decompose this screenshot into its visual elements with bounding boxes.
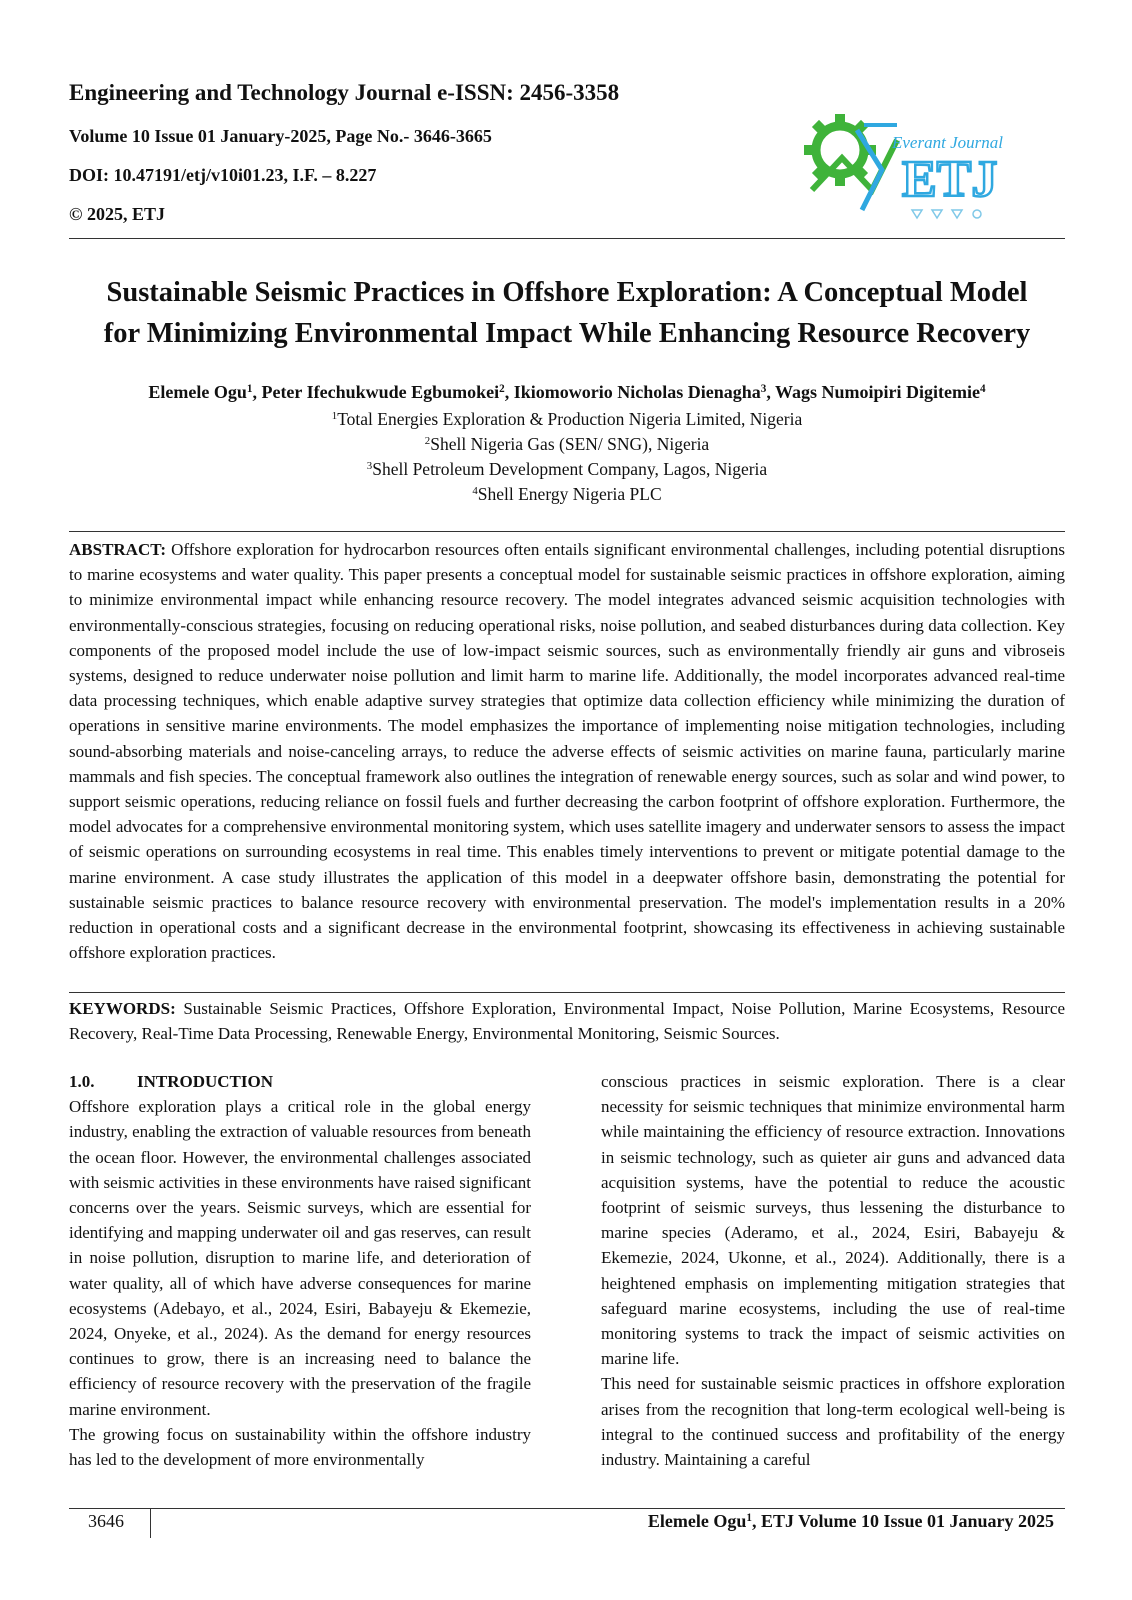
affiliation: $^4$Shell Energy Nigeria PLC [472, 484, 662, 504]
body-paragraph: conscious practices in seismic exploration. There is a clear necessity for seismic techniques that minimize environmental harm while maintaining the efficiency of resource extraction. Innovations in seismic technology, such as quieter air guns and advanced data acquisition systems, have the potential to reduce the acoustic footprint of seismic surveys, thus lessening the disturbance to marine species (Aderamo, et al., 2024, Esiri, Babayeju & Ekemezie, 2024, Ukonne, et al., 2024). Additionally, there is a heightened emphasis on implementing mitigation strategies that safeguard marine ecosystems, including the use of real-time monitoring systems to track the impact of seismic activities on marine life. [601, 1072, 1065, 1369]
keywords [69, 996, 1065, 1046]
body-paragraph: This need for sustainable seismic practices in offshore exploration arises from the recognition that long-term ecological well-being is integral to the continued success and profitability of the energy industry. Maintaining a careful [601, 1374, 1065, 1470]
affiliation: $^2$Shell Nigeria Gas (SEN/ SNG), Nigeria [424, 434, 710, 454]
abstract-label: ABSTRACT: [69, 540, 166, 559]
svg-text:ETJ: ETJ [902, 151, 998, 208]
author: Ikiomoworio Nicholas Dienagha$^3$, [513, 382, 776, 402]
doi-info: DOI: 10.47191/etj/v10i01.23, I.F. – 8.227 [69, 165, 377, 185]
footer-divider [150, 1508, 151, 1538]
keywords-rule [69, 992, 1065, 993]
affiliation: $^1$Total Energies Exploration & Production Nigeria Limited, Nigeria [331, 409, 803, 429]
author: Peter Ifechukwude Egbumokei$^2$, [261, 382, 514, 402]
abstract [69, 537, 1065, 965]
svg-text:Everant Journal: Everant Journal [892, 133, 1003, 152]
right-column [601, 1069, 1065, 1472]
author-list [60, 382, 1074, 403]
footer-rule [69, 1508, 1065, 1509]
section-heading: 1.0. INTRODUCTION [69, 1072, 274, 1091]
author: Elemele Ogu$^1$, [148, 382, 262, 402]
author: Wags Numoipiri Digitemie$^4$ [775, 382, 986, 402]
body-paragraph: The growing focus on sustainability within the offshore industry has led to the development of more environmentally [69, 1424, 531, 1470]
abstract-top-rule [69, 531, 1065, 532]
copyright: © 2025, ETJ [69, 204, 165, 224]
keywords-text: Sustainable Seismic Practices, Offshore Exploration, Environmental Impact, Noise Pollution, Marine Ecosystems, Resource Recovery, Real-Time Data Processing, Renewable Energy, Environmental Monitoring, Seismic Sources. [69, 999, 1065, 1044]
paper-title: Sustainable Seismic Practices in Offshore Exploration: A Conceptual Model for Minimizing Environmental Impact While Enhancing Resource Recovery [103, 277, 1031, 349]
keywords-label: KEYWORDS: [69, 999, 176, 1018]
abstract-text: Offshore exploration for hydrocarbon resources often entails significant environmental challenges, including potential disruptions to marine ecosystems and water quality. This paper presents a conceptual model for sustainable seismic practices in offshore exploration, aiming to minimize environmental impact while enhancing resource recovery. The model integrates advanced seismic acquisition technologies with environmentally-conscious strategies, focusing on reducing operational risks, noise pollution, and seabed disturbances during data collection. Key components of the proposed model include the use of low-impact seismic sources, such as environmentally friendly air guns and vibroseis systems, designed to reduce underwater noise pollution and limit harm to marine life. Additionally, the model incorporates advanced real-time data processing techniques, which enable adaptive survey strategies that optimize data collection efficiency while minimizing the duration of operations in sensitive marine environments. The model emphasizes the importance of implementing noise mitigation technologies, including sound-absorbing materials and noise-canceling arrays, to reduce the adverse effects of seismic activities on marine fauna, particularly marine mammals and fish species. The conceptual framework also outlines the integration of renewable energy sources, such as solar and wind power, to support seismic operations, reducing reliance on fossil fuels and further decreasing the carbon footprint of offshore exploration. Furthermore, the model advocates for a comprehensive environmental monitoring system, which uses satellite imagery and underwater sensors to assess the impact of seismic operations on surrounding ecosystems in real time. This enables timely interventions to prevent or mitigate potential damage to the marine environment. A case study illustrates the application of this model in a deepwater offshore basin, demonstrating the potential for sustainable seismic practices to balance resource recovery with environmental preservation. The model's implementation results in a 20% reduction in operational costs and a significant decrease in the environmental footprint, showcasing its effectiveness in achieving sustainable offshore exploration practices. [69, 540, 1065, 963]
header-rule [69, 238, 1065, 239]
affiliation: $^3$Shell Petroleum Development Company, Lagos, Nigeria [366, 459, 768, 479]
page-number: 3646 [88, 1511, 124, 1531]
left-column [69, 1069, 531, 1472]
etj-logo [802, 110, 1024, 228]
journal-title: Engineering and Technology Journal e-ISSN: 2456-3358 [69, 80, 620, 105]
volume-info: Volume 10 Issue 01 January-2025, Page No.- 3646-3665 [69, 126, 492, 146]
running-footer: Elemele Ogu$^1$, ETJ Volume 10 Issue 01 January 2025 [647, 1511, 1054, 1531]
body-paragraph: Offshore exploration plays a critical role in the global energy industry, enabling the extraction of valuable resources from beneath the ocean floor. However, the environmental challenges associated with seismic activities in these environments have raised significant concerns over the years. Seismic surveys, which are essential for identifying and mapping underwater oil and gas reserves, can result in noise pollution, disruption to marine life, and deterioration of water quality, all of which have adverse consequences for marine ecosystems (Adebayo, et al., 2024, Esiri, Babayeju & Ekemezie, 2024, Onyeke, et al., 2024). As the demand for energy resources continues to grow, there is an increasing need to balance the efficiency of resource recovery with the preservation of the fragile marine environment. [69, 1097, 531, 1419]
